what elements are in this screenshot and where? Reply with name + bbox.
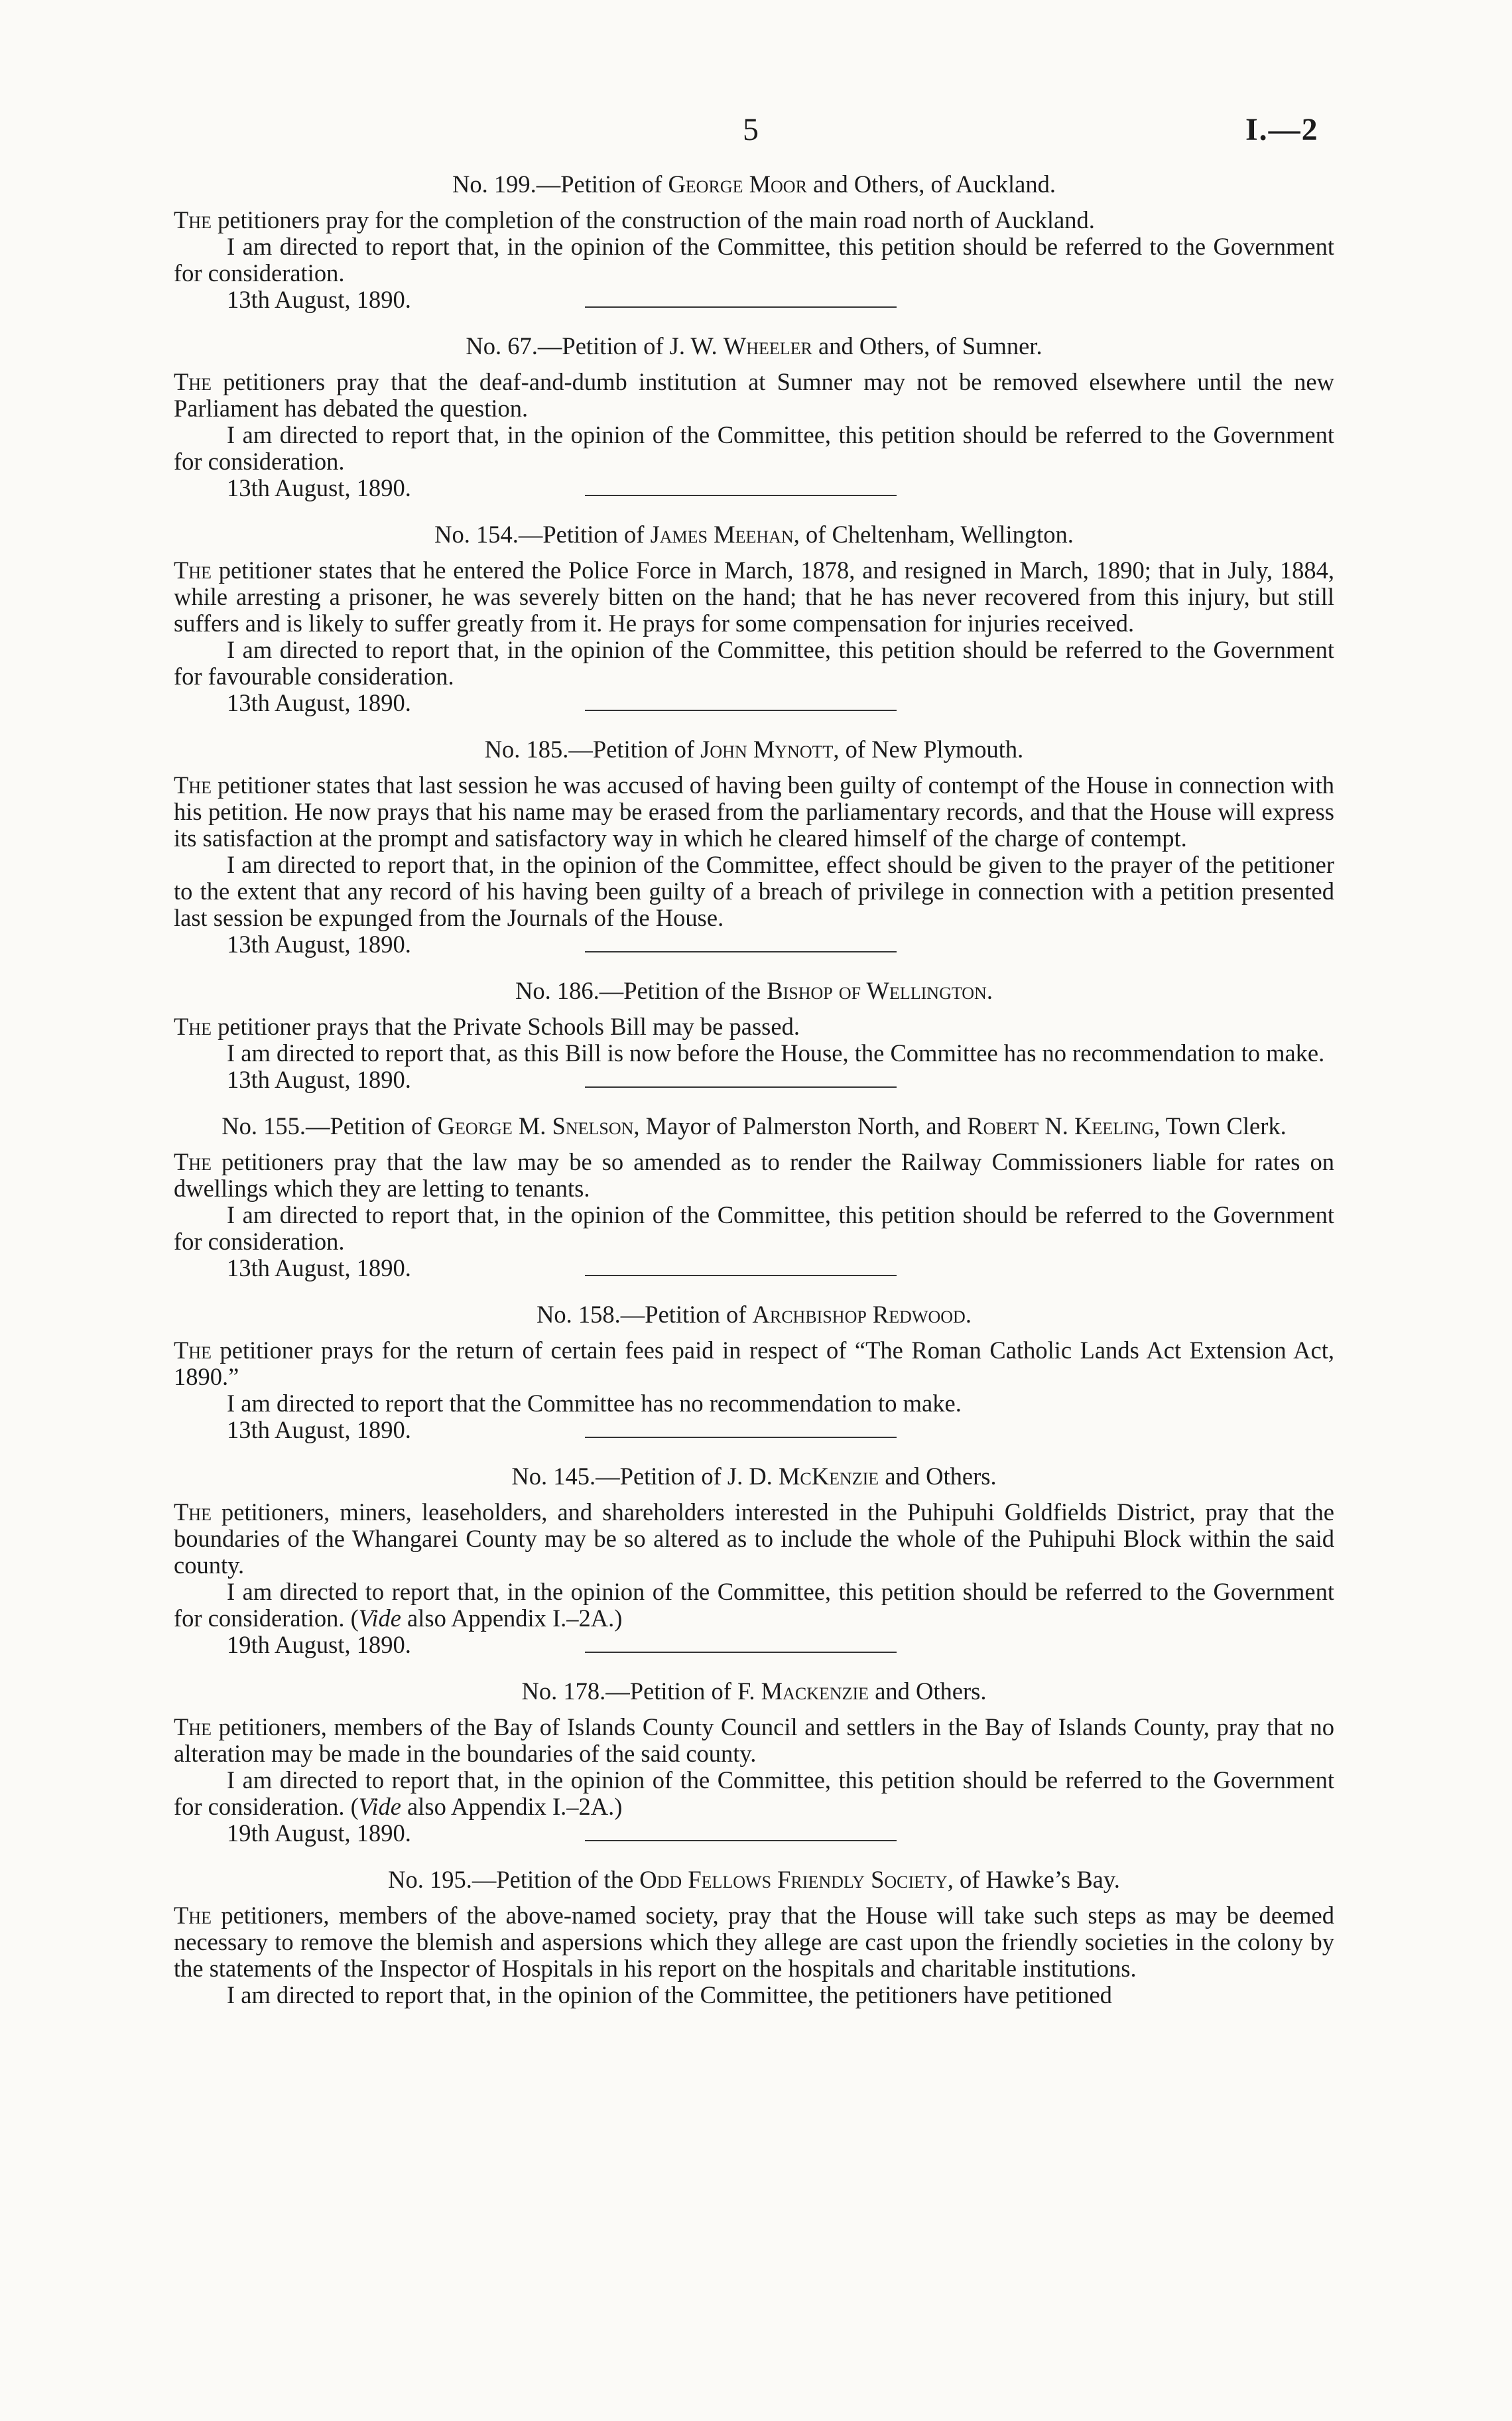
committee-report: I am directed to report that, in the opinion of the Committee, this petition should be referred to the Government for consideration. (Vide also Appendix I.–2A.)	[174, 1766, 1334, 1820]
committee-report: I am directed to report that the Committee has no recommendation to make.	[227, 1390, 962, 1417]
petition-body: The petitioner prays for the return of certain fees paid in respect of “The Roman Catholic Lands Act Extension Act, 1890.”	[174, 1337, 1334, 1390]
petition-heading: No. 186.—Petition of the Bishop of Wellington.	[515, 977, 993, 1004]
petition-body: The petitioner states that last session he was accused of having been guilty of contempt of the House in connection with his petition. He now prays that his name may be erased from the parliamentary records, and that the House will express its satisfaction at the prompt and satisfactory way in which he cleared himself of the charge of contempt.	[174, 771, 1334, 852]
petition-body: The petitioner prays that the Private Schools Bill may be passed.	[174, 1013, 800, 1040]
committee-report: I am directed to report that, in the opinion of the Committee, the petitioners have petitioned	[227, 1981, 1112, 2008]
petition-heading: No. 178.—Petition of F. Mackenzie and Others.	[521, 1677, 987, 1705]
petition-heading: No. 185.—Petition of John Mynott, of New Plymouth.	[484, 736, 1024, 763]
petition-heading: No. 158.—Petition of Archbishop Redwood.	[536, 1301, 972, 1328]
divider-rule	[585, 1275, 897, 1276]
section-divider	[174, 1443, 1334, 1463]
committee-report: I am directed to report that, in the opinion of the Committee, effect should be given to the prayer of the petitioner to the extent that any record of his having been guilty of a breach of privilege in connection with a petition presented last session be expunged from the Journals of the House.	[174, 851, 1334, 931]
divider-rule	[585, 1652, 897, 1653]
page-number: 5	[743, 112, 759, 147]
report-date: 19th August, 1890.	[227, 1819, 411, 1847]
report-date: 13th August, 1890.	[227, 1066, 411, 1093]
section-divider	[174, 958, 1334, 978]
report-date: 13th August, 1890.	[227, 286, 411, 313]
section-divider	[174, 1847, 1334, 1866]
petition-heading: No. 145.—Petition of J. D. McKenzie and Others.	[511, 1463, 997, 1490]
section-divider	[174, 716, 1334, 736]
report-date: 13th August, 1890.	[227, 1416, 411, 1443]
committee-report: I am directed to report that, in the opinion of the Committee, this petition should be referred to the Government for consideration.	[174, 233, 1334, 287]
petition-entry	[174, 1301, 1334, 1443]
report-date: 19th August, 1890.	[227, 1631, 411, 1658]
report-date: 13th August, 1890.	[227, 689, 411, 716]
divider-rule	[585, 1840, 897, 1841]
petition-body: The petitioners pray for the completion of the construction of the main road north of Auckland.	[174, 206, 1095, 233]
petition-entry	[174, 1113, 1334, 1281]
divider-rule	[585, 951, 897, 952]
section-divider	[174, 1281, 1334, 1301]
petition-entry	[174, 736, 1334, 958]
petition-body: The petitioners pray that the deaf-and-dumb institution at Sumner may not be removed elsewhere until the new Parliament has debated the question.	[174, 368, 1334, 422]
divider-rule	[585, 306, 897, 308]
petition-heading: No. 195.—Petition of the Odd Fellows Friendly Society, of Hawke’s Bay.	[388, 1866, 1120, 1893]
report-date: 13th August, 1890.	[227, 931, 411, 958]
section-divider	[174, 1093, 1334, 1113]
petition-body: The petitioners, members of the Bay of Islands County Council and settlers in the Bay of Islands County, pray that no alteration may be made in the boundaries of the said county.	[174, 1713, 1334, 1767]
committee-report: I am directed to report that, in the opinion of the Committee, this petition should be referred to the Government for consideration.	[174, 1201, 1334, 1255]
report-date: 13th August, 1890.	[227, 474, 411, 501]
petition-entry	[174, 1678, 1334, 1847]
committee-report: I am directed to report that, in the opinion of the Committee, this petition should be referred to the Government for consideration. (Vide also Appendix I.–2A.)	[174, 1578, 1334, 1632]
petition-entry	[174, 1463, 1334, 1658]
petition-body: The petitioners, members of the above-named society, pray that the House will take such steps as may be deemed necessary to remove the blemish and aspersions which they allege are cast upon the friendly societies in the colony by the statements of the Inspector of Hospitals in his report on the hospitals and charitable institutions.	[174, 1902, 1334, 1982]
section-divider	[174, 313, 1334, 333]
petition-body: The petitioner states that he entered the Police Force in March, 1878, and resigned in March, 1890; that in July, 1884, while arresting a prisoner, he was severely bitten on the hand; that he has never recovered from this injury, but still suffers and is likely to suffer greatly from it. He prays for some compensation for injuries received.	[174, 556, 1334, 637]
petition-entry	[174, 333, 1334, 501]
section-divider	[174, 1658, 1334, 1678]
report-date: 13th August, 1890.	[227, 1254, 411, 1281]
petition-heading: No. 155.—Petition of George M. Snelson, Mayor of Palmerston North, and Robert N. Keeling, Town Clerk.	[221, 1112, 1287, 1140]
petitions-list	[174, 171, 1334, 2008]
divider-rule	[585, 1437, 897, 1438]
committee-report: I am directed to report that, as this Bill is now before the House, the Committee has no recommendation to make.	[227, 1039, 1325, 1067]
petition-entry	[174, 521, 1334, 716]
petition-heading: No. 199.—Petition of George Moor and Others, of Auckland.	[452, 170, 1056, 198]
petition-body: The petitioners, miners, leaseholders, and shareholders interested in the Puhipuhi Goldfields District, pray that the boundaries of the Whangarei County may be so altered as to include the whole of the Puhipuhi Block within the said county.	[174, 1498, 1334, 1579]
petition-heading: No. 154.—Petition of James Meehan, of Cheltenham, Wellington.	[434, 521, 1074, 548]
divider-rule	[585, 1086, 897, 1088]
committee-report: I am directed to report that, in the opinion of the Committee, this petition should be referred to the Government for consideration.	[174, 421, 1334, 475]
petition-entry	[174, 171, 1334, 313]
divider-rule	[585, 495, 897, 496]
divider-rule	[585, 710, 897, 711]
section-divider	[174, 501, 1334, 521]
document-reference: I.—2	[1245, 112, 1319, 147]
petition-entry	[174, 978, 1334, 1093]
petition-heading: No. 67.—Petition of J. W. Wheeler and Others, of Sumner.	[466, 332, 1042, 360]
committee-report: I am directed to report that, in the opinion of the Committee, this petition should be referred to the Government for favourable consideration.	[174, 636, 1334, 690]
petition-body: The petitioners pray that the law may be so amended as to render the Railway Commissioners liable for rates on dwellings which they are letting to tenants.	[174, 1148, 1334, 1202]
petition-entry	[174, 1866, 1334, 2008]
